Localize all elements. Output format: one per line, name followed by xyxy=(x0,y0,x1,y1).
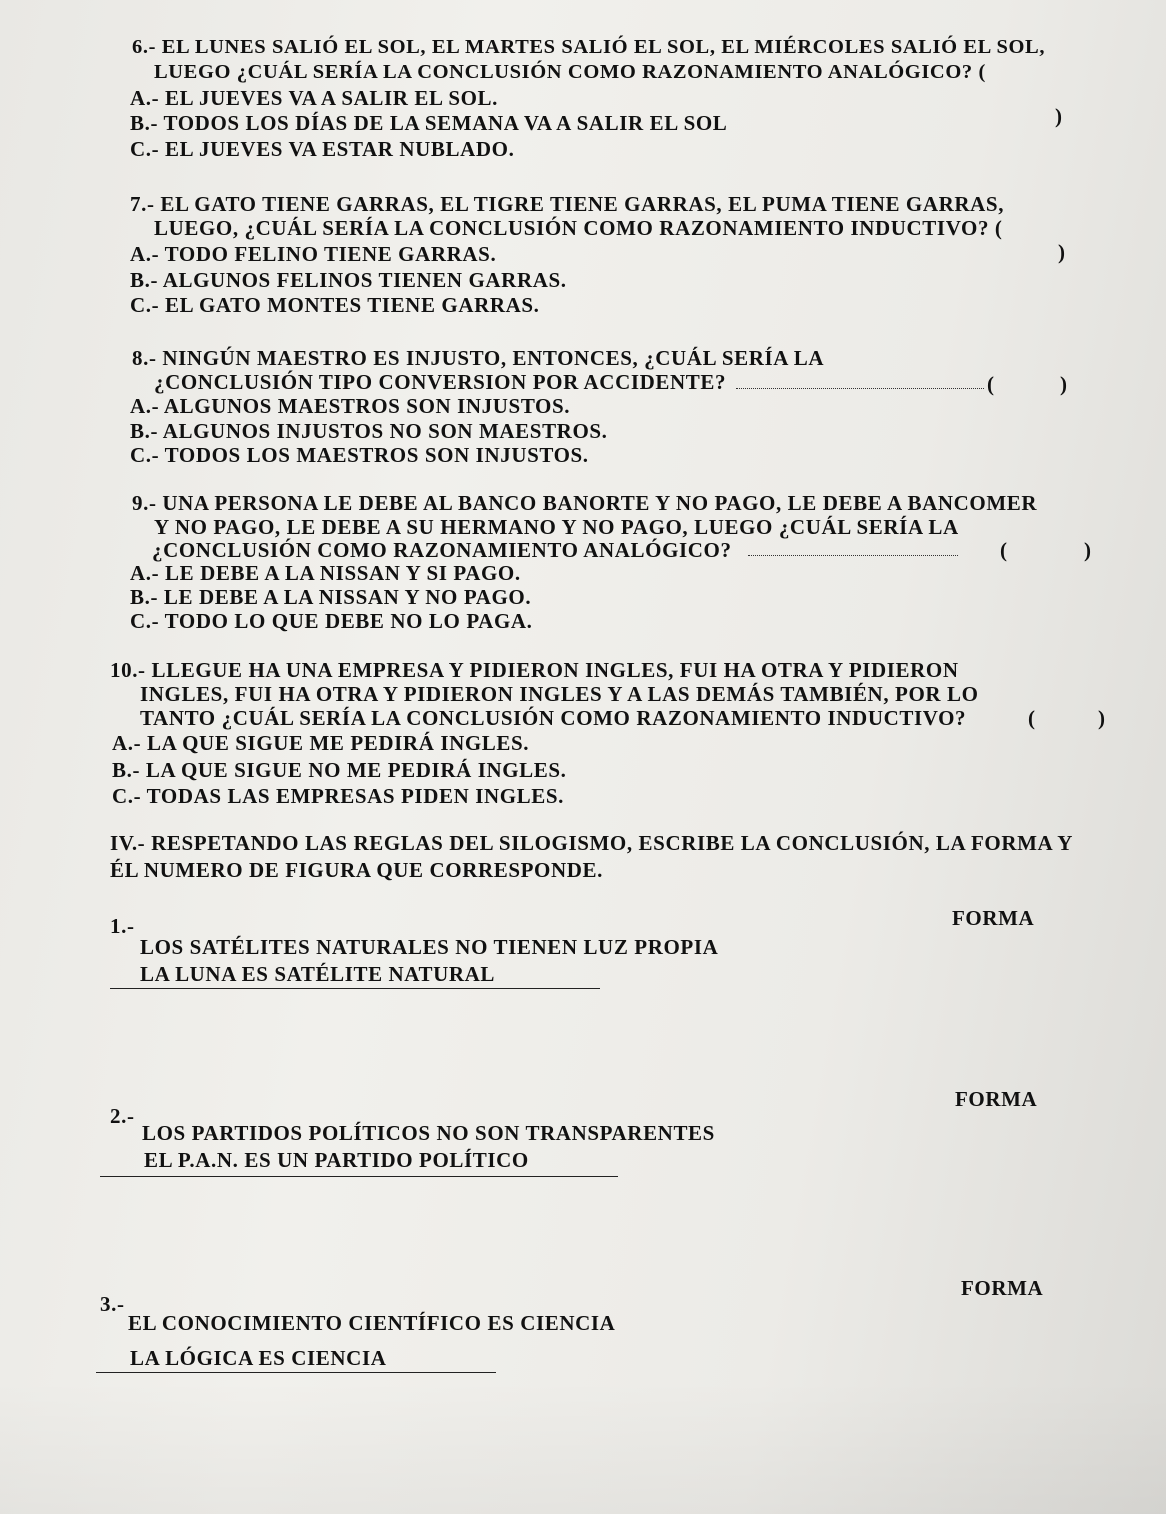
option-b: B.- ALGUNOS FELINOS TIENEN GARRAS. xyxy=(130,268,567,292)
option-a: A.- EL JUEVES VA A SALIR EL SOL. xyxy=(130,86,498,110)
option-c: C.- TODAS LAS EMPRESAS PIDEN INGLES. xyxy=(112,784,565,808)
premise-minor: LA LÓGICA ES CIENCIA xyxy=(130,1346,387,1370)
conclusion-line xyxy=(100,1176,618,1177)
option-a: A.- ALGUNOS MAESTROS SON INJUSTOS. xyxy=(130,394,571,418)
premise-minor: LA LUNA ES SATÉLITE NATURAL xyxy=(140,962,496,986)
question-8-line-1: 8.- NINGÚN MAESTRO ES INJUSTO, ENTONCES, ¿CUÁL SERÍA LA xyxy=(132,346,825,370)
answer-close-paren: ) xyxy=(1060,372,1067,396)
option-b: B.- TODOS LOS DÍAS DE LA SEMANA VA A SALIR EL SOL xyxy=(130,111,728,135)
option-b: B.- LE DEBE A LA NISSAN Y NO PAGO. xyxy=(130,585,532,609)
answer-leader-dots xyxy=(736,388,984,389)
answer-close-paren: ) xyxy=(1084,538,1091,562)
question-7-line-1: 7.- EL GATO TIENE GARRAS, EL TIGRE TIENE GARRAS, EL PUMA TIENE GARRAS, xyxy=(130,192,1005,216)
option-a: A.- LE DEBE A LA NISSAN Y SI PAGO. xyxy=(130,561,521,585)
answer-leader-dots xyxy=(748,555,958,556)
syllogism-number: 2.- xyxy=(110,1104,135,1128)
conclusion-line xyxy=(96,1372,496,1373)
premise-major: EL CONOCIMIENTO CIENTÍFICO ES CIENCIA xyxy=(128,1311,616,1335)
answer-open-paren: ( xyxy=(987,372,994,396)
premise-major: LOS PARTIDOS POLÍTICOS NO SON TRANSPARENTES xyxy=(142,1121,715,1145)
conclusion-line xyxy=(110,988,600,989)
section-4-line-1: IV.- RESPETANDO LAS REGLAS DEL SILOGISMO, ESCRIBE LA CONCLUSIÓN, LA FORMA Y xyxy=(110,831,1073,855)
question-6-line-1: 6.- EL LUNES SALIÓ EL SOL, EL MARTES SALIÓ EL SOL, EL MIÉRCOLES SALIÓ EL SOL, xyxy=(132,36,1046,58)
question-9-line-1: 9.- UNA PERSONA LE DEBE AL BANCO BANORTE Y NO PAGO, LE DEBE A BANCOMER xyxy=(132,491,1038,515)
section-4-line-2: ÉL NUMERO DE FIGURA QUE CORRESPONDE. xyxy=(110,858,603,882)
premise-minor: EL P.A.N. ES UN PARTIDO POLÍTICO xyxy=(144,1148,529,1172)
question-10-line-3: TANTO ¿CUÁL SERÍA LA CONCLUSIÓN COMO RAZONAMIENTO INDUCTIVO? xyxy=(140,706,967,730)
option-a: A.- LA QUE SIGUE ME PEDIRÁ INGLES. xyxy=(112,731,530,755)
question-6-line-2: LUEGO ¿CUÁL SERÍA LA CONCLUSIÓN COMO RAZONAMIENTO ANALÓGICO? ( xyxy=(154,61,986,83)
answer-close-paren: ) xyxy=(1098,706,1105,730)
question-9-line-3: ¿CONCLUSIÓN COMO RAZONAMIENTO ANALÓGICO? xyxy=(152,538,732,562)
option-b: B.- ALGUNOS INJUSTOS NO SON MAESTROS. xyxy=(130,419,608,443)
forma-label: FORMA xyxy=(952,906,1035,930)
syllogism-number: 3.- xyxy=(100,1292,125,1316)
paper-shadow xyxy=(0,1380,1166,1514)
forma-label: FORMA xyxy=(961,1276,1044,1300)
option-c: C.- TODO LO QUE DEBE NO LO PAGA. xyxy=(130,609,533,633)
question-10-line-1: 10.- LLEGUE HA UNA EMPRESA Y PIDIERON INGLES, FUI HA OTRA Y PIDIERON xyxy=(110,658,959,682)
option-c: C.- EL JUEVES VA ESTAR NUBLADO. xyxy=(130,137,515,161)
option-b: B.- LA QUE SIGUE NO ME PEDIRÁ INGLES. xyxy=(112,758,567,782)
answer-open-paren: ( xyxy=(1000,538,1007,562)
question-7-line-2: LUEGO, ¿CUÁL SERÍA LA CONCLUSIÓN COMO RAZONAMIENTO INDUCTIVO? ( xyxy=(154,216,1003,240)
option-a: A.- TODO FELINO TIENE GARRAS. xyxy=(130,242,497,266)
question-8-line-2: ¿CONCLUSIÓN TIPO CONVERSION POR ACCIDENTE? xyxy=(154,370,727,394)
forma-label: FORMA xyxy=(955,1087,1038,1111)
option-c: C.- TODOS LOS MAESTROS SON INJUSTOS. xyxy=(130,443,589,467)
answer-close-paren: ) xyxy=(1055,104,1062,128)
premise-major: LOS SATÉLITES NATURALES NO TIENEN LUZ PROPIA xyxy=(140,935,719,959)
syllogism-number: 1.- xyxy=(110,914,135,938)
answer-close-paren: ) xyxy=(1058,240,1065,264)
question-9-line-2: Y NO PAGO, LE DEBE A SU HERMANO Y NO PAGO, LUEGO ¿CUÁL SERÍA LA xyxy=(154,515,959,539)
question-10-line-2: INGLES, FUI HA OTRA Y PIDIERON INGLES Y A LAS DEMÁS TAMBIÉN, POR LO xyxy=(140,682,979,706)
option-c: C.- EL GATO MONTES TIENE GARRAS. xyxy=(130,293,540,317)
answer-open-paren: ( xyxy=(1028,706,1035,730)
